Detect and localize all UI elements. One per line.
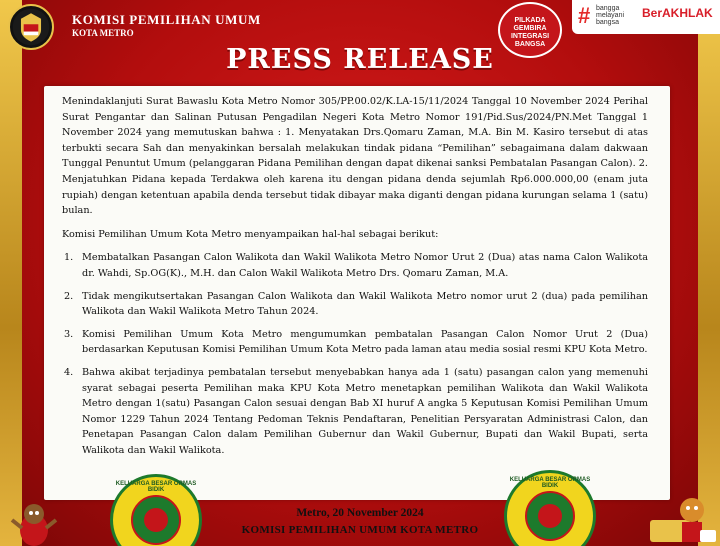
list-number: 3. (64, 328, 74, 340)
intro-paragraph: Menindaklanjuti Surat Bawaslu Kota Metro Nomor 305/PP.00.02/K.LA-15/11/2024 Tanggal 10 November 2024 Perihal Surat Pengantar dan Salinan Putusan Pengadilan Negeri Kota Metro Nomor 191/Pid.Sus/2024/PN.Met Tanggal 1 November 2024 yang memutuskan bahwa : 1. Menyatakan Drs.Qomaru Zaman, M.A. Bin M. Kasiro tersebut di atas terbukti secara Sah dan menyakinkan bersalah melakukan tindak pidana “Pemilihan” sebagaimana dalam dakwaan Tunggal Penuntut Umum (pelanggaran Pidana Pemilihan dengan dapat dikenai sanksi Pembatalan Pasangan Calon). 2. Menjatuhkan Pidana kepada Terdakwa oleh karena itu dengan pidana denda sejumlah Rp6.000.000,00 (enam juta rupiah) dengan ketentuan apabila denda tersebut tidak dibayar maka diganti dengan pidana kurungan selama 1 (satu) bulan. (62, 96, 648, 217)
list-item (62, 327, 648, 358)
org-subtitle: KOTA METRO (72, 28, 134, 38)
gold-border-right (698, 0, 720, 546)
list-text: Membatalkan Pasangan Calon Walikota dan Wakil Walikota Metro Nomor Urut 2 (Dua) atas nama Calon Walikota dr. Wahdi, Sp.OG(K)., M.H. dan Calon Wakil Walikota Metro Drs. Qomaru Zaman, M.A. (82, 252, 648, 279)
pilkada-badge-line: PILKADA (514, 17, 546, 24)
list-number: 4. (64, 366, 74, 378)
bangga-melayani-text: bangga melayani bangsa (596, 5, 625, 26)
seal-text: KELUARGA BESAR ORMAS BIDIK (509, 477, 591, 489)
list-text: Komisi Pemilihan Umum Kota Metro mengumumkan pembatalan Pasangan Calon Nomor Urut 2 (Dua) berdasarkan Keputusan Komisi Pemilihan Umum Kota Metro pada laman atau media sosial resmi KPU Kota Metro. (82, 328, 648, 356)
list-text: Tidak mengikutsertakan Pasangan Calon Walikota dan Wakil Walikota Metro nomor urut 2 (dua) pada pemilihan Walikota dan Wakil Walikota Metro Tahun 2024. (82, 290, 648, 318)
pilkada-badge-line: GEMBIRA (513, 25, 547, 32)
points-list (62, 250, 648, 458)
org-title: KOMISI PEMILIHAN UMUM (72, 12, 261, 27)
press-release-body (44, 86, 670, 500)
berakhlak-logo (572, 0, 720, 34)
pilkada-badge-line: INTEGRASI (510, 33, 550, 40)
place-date: Metro, 20 November 2024 (296, 507, 424, 519)
page-title: PRESS RELEASE (226, 44, 494, 75)
signature-org: KOMISI PEMILIHAN UMUM KOTA METRO (241, 524, 479, 536)
seal-text: KELUARGA BESAR ORMAS BIDIK (115, 481, 197, 493)
list-item (62, 250, 648, 281)
list-item (62, 365, 648, 459)
list-number: 2. (64, 290, 74, 302)
signature-block (0, 504, 720, 538)
list-text: Bahwa akibat terjadinya pembatalan tersebut menyebabkan hanya ada 1 (satu) pasangan calon yang memenuhi syarat sebagai peserta Pemilihan maka KPU Kota Metro menetapkan pemilihan Walikota dan Wakil Walikota Metro dengan 1(satu) Pasangan Calon sesuai dengan Bab XI huruf A angka 5 Keputusan Komisi Pemilihan Umum Nomor 1229 Tahun 2024 Tentang Pedoman Teknis Pendaftaran, Penelitian Persyaratan Administrasi Calon, dan Penetapan Pasangan Calon dalam Pemilihan Gubernur dan Wakil Gubernur, Bupati dan Wakil Bupati, serta Walikota dan Wakil Walikota. (82, 366, 648, 456)
lead-paragraph: Komisi Pemilihan Umum Kota Metro menyampaikan hal-hal sebagai berikut: (62, 228, 439, 240)
list-number: 1. (64, 252, 74, 264)
pilkada-badge-line: BANGSA (514, 41, 546, 48)
list-item (62, 289, 648, 320)
hash-icon: # (578, 3, 591, 28)
mascot-icon (4, 500, 66, 546)
corner-emblem-icon (700, 530, 716, 542)
gold-border-left (0, 0, 22, 546)
header (0, 0, 720, 48)
berakhlak-brand: BerAKHLAK (642, 6, 713, 20)
